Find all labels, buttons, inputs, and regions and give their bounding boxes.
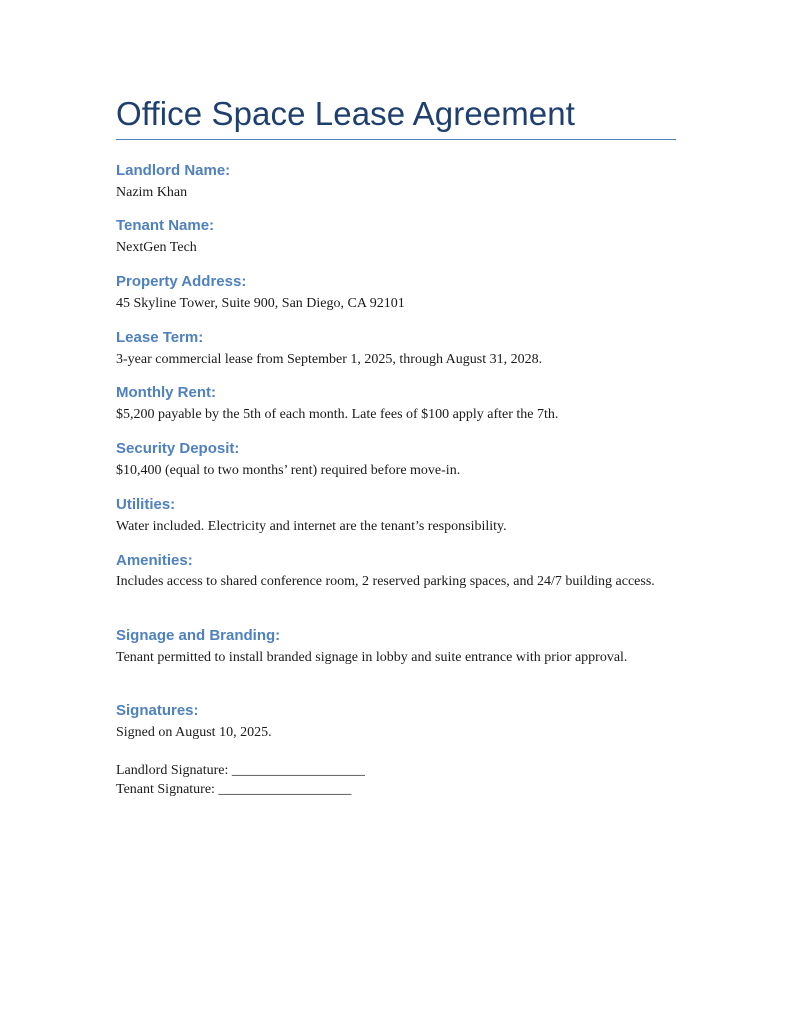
signage-branding-value: Tenant permitted to install branded signage in lobby and suite entrance with prior approval. [116,650,628,665]
signed-date-text: Signed on August 10, 2025. [116,725,272,740]
landlord-name-value: Nazim Khan [116,185,188,200]
amenities-value: Includes access to shared conference room, 2 reserved parking spaces, and 24/7 building access. [116,574,655,589]
landlord-signature-line: Landlord Signature: ___________________ [116,763,365,778]
tenant-name-heading: Tenant Name: [116,217,215,234]
security-deposit-value: $10,400 (equal to two months’ rent) required before move-in. [116,463,461,478]
utilities-heading: Utilities: [116,496,176,513]
lease-term-value: 3-year commercial lease from September 1, 2025, through August 31, 2028. [116,352,543,367]
tenant-name-value: NextGen Tech [116,240,197,255]
title-divider [116,139,676,140]
lease-term-heading: Lease Term: [116,329,204,346]
security-deposit-heading: Security Deposit: [116,440,240,457]
document-title: Office Space Lease Agreement [116,95,575,132]
property-address-value: 45 Skyline Tower, Suite 900, San Diego, CA 92101 [116,296,405,311]
signage-branding-heading: Signage and Branding: [116,627,281,644]
property-address-heading: Property Address: [116,273,247,290]
utilities-value: Water included. Electricity and internet are the tenant’s responsibility. [116,519,507,534]
amenities-heading: Amenities: [116,552,193,569]
monthly-rent-heading: Monthly Rent: [116,384,216,401]
signatures-heading: Signatures: [116,702,199,719]
monthly-rent-value: $5,200 payable by the 5th of each month. Late fees of $100 apply after the 7th. [116,407,559,422]
tenant-signature-line: Tenant Signature: ___________________ [116,782,352,797]
landlord-name-heading: Landlord Name: [116,162,231,179]
